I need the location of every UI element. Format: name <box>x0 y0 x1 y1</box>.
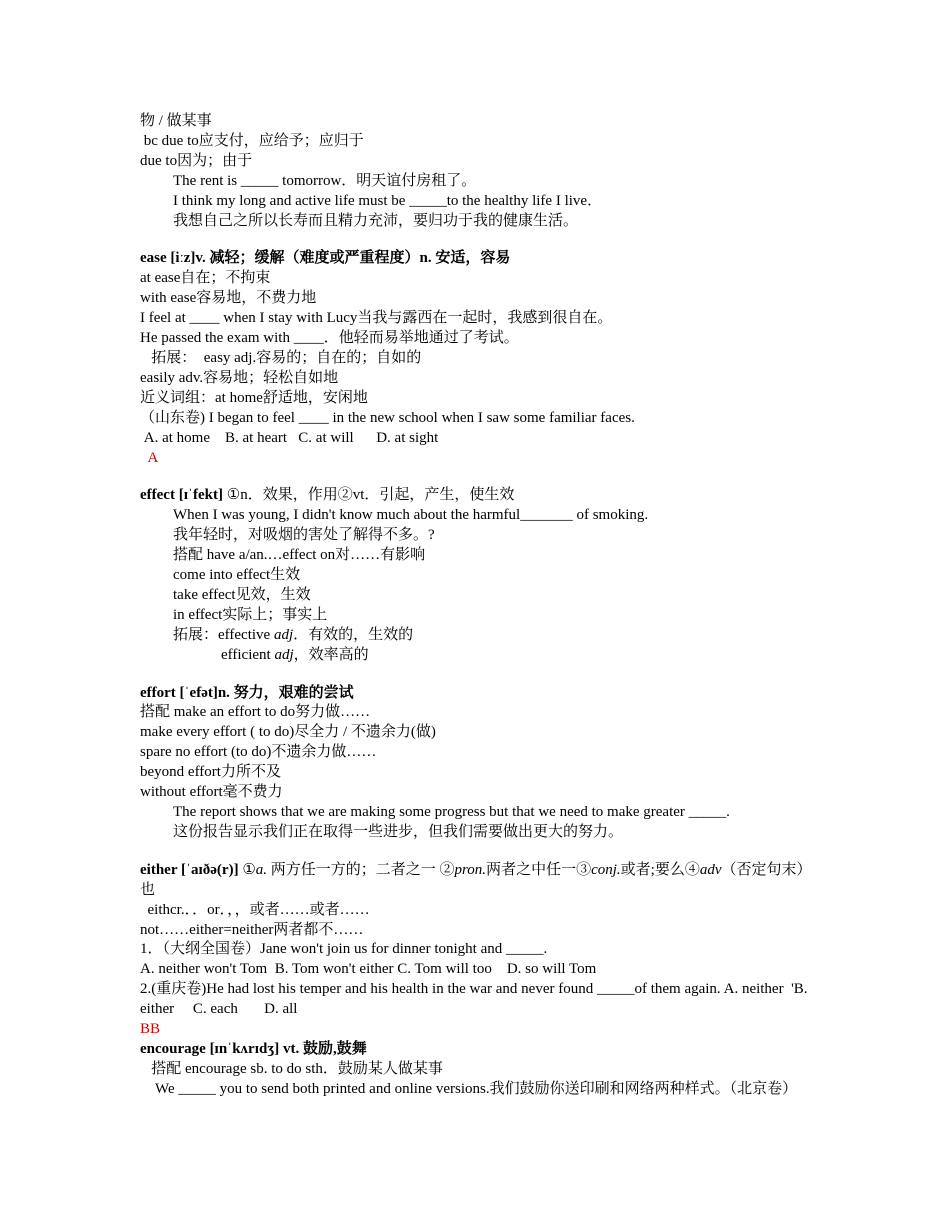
spacer <box>140 843 812 861</box>
spacer <box>140 666 812 684</box>
definition-text: ① <box>238 861 256 878</box>
answer-key: BB <box>140 1021 161 1038</box>
entry-definition: ①n．效果，作用②vt．引起，产生，使生效 <box>223 487 515 504</box>
answer-key: A <box>140 449 159 466</box>
example-sentence: We _____ you to send both printed and online versions.我们鼓励你送印刷和网络两种样式。（北京卷） <box>140 1080 798 1097</box>
part-of-speech: conj. <box>591 861 621 878</box>
answer-options: A. at home B. at heart C. at will D. at sight <box>140 429 439 446</box>
text-line: He passed the exam with ____．他轻而易举地通过了考试。 <box>140 330 519 347</box>
document-page <box>140 112 812 1100</box>
text-line: 拓展： easy adj.容易的；自在的；自如的 <box>140 349 422 366</box>
definition-text: 两方任一方的；二者之一 ② <box>267 861 455 878</box>
entry-heading-encourage: encourage [ɪnˈkʌrɪdʒ] vt. 鼓励,鼓舞 <box>140 1040 367 1057</box>
text-line: at ease自在；不拘束 <box>140 270 271 287</box>
example-sentence: When I was young, I didn't know much about the harmful_______ of smoking. <box>173 507 649 524</box>
extension-meaning: ．有效的，生效的 <box>293 626 414 643</box>
part-of-speech: adj <box>273 626 294 643</box>
collocation: beyond effort力所不及 <box>140 764 281 781</box>
part-of-speech: adj <box>274 646 294 663</box>
text-line: easily adv.容易地；轻松自如地 <box>140 369 339 386</box>
collocation: in effect实际上；事实上 <box>173 606 328 623</box>
part-of-speech: a. <box>255 861 268 878</box>
entry-heading-ease: ease [iːz]v. 减轻；缓解（难度或严重程度）n. 安适，容易 <box>140 250 511 267</box>
entry-heading-either: either [ˈaɪðə(r)] <box>140 861 239 878</box>
collocation: 搭配 encourage sb. to do sth．鼓励某人做某事 <box>140 1060 443 1077</box>
extension-line <box>140 626 812 646</box>
extension-meaning: ，效率高的 <box>293 646 369 663</box>
entry-heading-effort: effort [ˈefət]n. 努力，艰难的尝试 <box>140 684 354 701</box>
definition-text: 或者;要么④ <box>620 861 700 878</box>
answer-options: A. neither won't Tom B. Tom won't either C. Tom will too D. so will Tom <box>140 961 597 978</box>
exam-question: （山东卷) I began to feel ____ in the new school when I saw some familiar faces. <box>140 409 635 426</box>
collocation: 搭配 have a/an.…effect on对……有影响 <box>173 547 426 564</box>
text-line: 近义词组：at home舒适地，安闲地 <box>140 389 368 406</box>
collocation: make every effort ( to do)尽全力 / 不遗余力(做) <box>140 724 436 741</box>
collocation: eithcr.．．or．，，或者……或者…… <box>140 901 370 918</box>
text-line: I feel at ____ when I stay with Lucy当我与露西在一起时，我感到很自在。 <box>140 310 613 327</box>
collocation: without effort毫不费力 <box>140 784 283 801</box>
definition-text: 两者之中任一③ <box>486 861 592 878</box>
extension-word: efficient <box>221 646 275 663</box>
collocation: 搭配 make an effort to do努力做…… <box>140 704 371 721</box>
entry-line-effect <box>140 486 812 506</box>
spacer <box>140 468 812 486</box>
text-line: with ease容易地，不费力地 <box>140 290 317 307</box>
part-of-speech: pron. <box>454 861 487 878</box>
entry-line-either <box>140 861 812 901</box>
text-line: 物 / 做某事 <box>140 113 212 129</box>
text-line: due to因为；由于 <box>140 152 253 169</box>
part-of-speech: adv <box>699 861 722 878</box>
definition-text: （否定句末）也 <box>140 861 812 898</box>
example-translation: 我年轻时，对吸烟的害处了解得不多。? <box>173 527 435 544</box>
collocation: take effect见效，生效 <box>173 586 311 603</box>
example-sentence: The report shows that we are making some progress but that we need to make greater _____. <box>173 804 730 820</box>
example-sentence: The rent is _____ tomorrow．明天谊付房租了。 <box>173 172 477 189</box>
collocation: come into effect生效 <box>173 567 301 584</box>
example-sentence: I think my long and active life must be _____to the healthy life I live． <box>173 192 603 209</box>
entry-heading-effect: effect [ɪˈfekt] <box>140 487 223 504</box>
text-line: bc due to应支付，应给予；应归于 <box>140 132 364 149</box>
exam-question: 2.(重庆卷)He had lost his temper and his health in the war and never found _____of them again. A. neither 'B. either C. each D. all <box>140 981 812 1018</box>
extension-label: 拓展：effective <box>173 626 274 643</box>
spacer <box>140 231 812 249</box>
extension-line <box>140 646 812 666</box>
collocation: spare no effort (to do)不遗余力做…… <box>140 744 377 761</box>
collocation: not……either=neither两者都不…… <box>140 921 364 938</box>
exam-question: 1．（大纲全国卷）Jane won't join us for dinner tonight and _____. <box>140 941 548 958</box>
example-translation: 这份报告显示我们正在取得一些进步，但我们需要做出更大的努力。 <box>173 823 624 840</box>
example-translation: 我想自己之所以长寿而且精力充沛，要归功于我的健康生活。 <box>173 212 579 229</box>
